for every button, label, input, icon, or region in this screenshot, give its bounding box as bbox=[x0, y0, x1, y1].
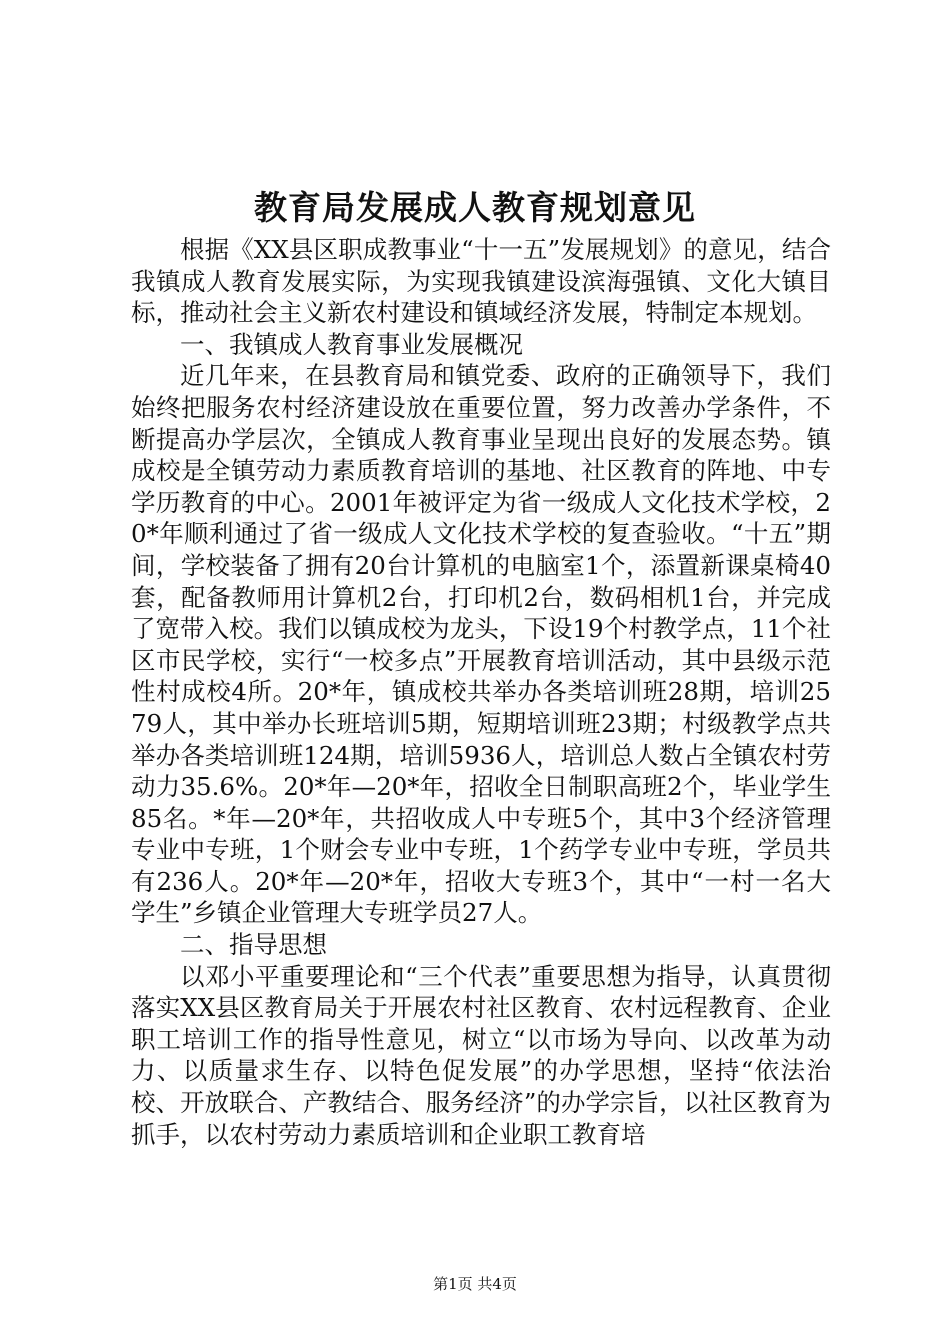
document-body bbox=[131, 234, 831, 1150]
document-title: 教育局发展成人教育规划意见 bbox=[254, 188, 696, 227]
section-heading-overview: 一、我镇成人教育事业发展概况 bbox=[180, 329, 523, 359]
intro-paragraph: 根据《XX县区职成教事业“十一五”发展规划》的意见，结合我镇成人教育发展实际，为实现我镇建设滨海强镇、文化大镇目标，推动社会主义新农村建设和镇域经济发展，特制定本规划。 bbox=[131, 235, 831, 328]
page-footer: 第1页 共4页 bbox=[433, 1275, 517, 1293]
section-heading-guiding-thought: 二、指导思想 bbox=[180, 930, 327, 960]
guiding-thought-paragraph: 以邓小平重要理论和“三个代表”重要思想为指导，认真贯彻落实XX县区教育局关于开展农村社区教育、农村远程教育、企业职工培训工作的指导性意见，树立“以市场为导向、以改革为动力、以质量求生存、以特色促发展”的办学思想，坚持“依法治校、开放联合、产教结合、服务经济”的办学宗旨，以社区教育为抓手，以农村劳动力素质培训和企业职工教育培 bbox=[131, 961, 831, 1149]
overview-paragraph: 近几年来，在县教育局和镇党委、政府的正确领导下，我们始终把服务农村经济建设放在重要位置，努力改善办学条件，不断提高办学层次，全镇成人教育事业呈现出良好的发展态势。镇成校是全镇劳动力素质教育培训的基地、社区教育的阵地、中专学历教育的中心。2001年被评定为省一级成人文化技术学校，20*年顺利通过了省一级成人文化技术学校的复查验收。“十五”期间，学校装备了拥有20台计算机的电脑室1个，添置新课桌椅40套，配备教师用计算机2台，打印机2台，数码相机1台，并完成了宽带入校。我们以镇成校为龙头，下设19个村教学点，11个社区市民学校，实行“一校多点”开展教育培训活动，其中县级示范性村成校4所。20*年，镇成校共举办各类培训班28期，培训2579人，其中举办长班培训5期，短期培训班23期；村级教学点共举办各类培训班124期，培训5936人，培训总人数占全镇农村劳动力35.6%。20*年—20*年，招收全日制职高班2个，毕业学生85名。*年—20*年，共招收成人中专班5个，其中3个经济管理专业中专班，1个财会专业中专班，1个药学专业中专班，学员共有236人。20*年—20*年，招收大专班3个，其中“一村一名大学生”乡镇企业管理大专班学员27人。 bbox=[131, 361, 831, 928]
